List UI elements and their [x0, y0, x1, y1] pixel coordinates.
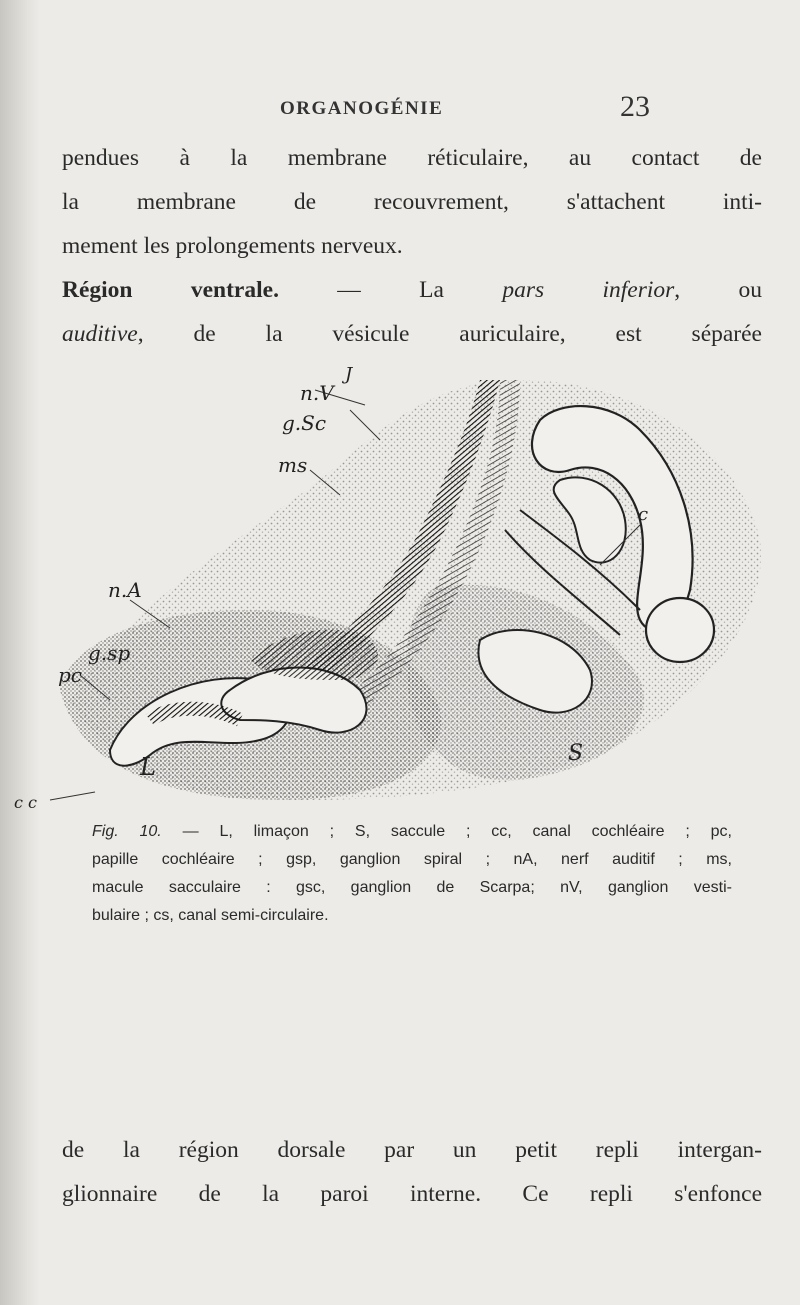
- caption-text: — L, limaçon ; S, saccule ; cc, canal cochléaire ; pc,: [161, 823, 733, 840]
- caption-line: [92, 818, 732, 846]
- section-heading: Région ventrale.: [62, 277, 279, 303]
- paragraph-top: [62, 136, 762, 356]
- page-number: 23: [620, 90, 650, 123]
- paragraph-bottom: [62, 1128, 762, 1216]
- label-nA: n.A: [108, 578, 142, 602]
- label-gsp: g.sp: [88, 641, 131, 665]
- text-line: [62, 312, 762, 356]
- label-gSc: g.Sc: [282, 411, 327, 435]
- text-line: [62, 268, 762, 312]
- figure-number: Fig. 10.: [92, 823, 162, 840]
- text-fragment: , ou: [674, 277, 762, 303]
- text-line: glionnaire de la paroi interne. Ce repli s'enfonce: [62, 1181, 762, 1207]
- running-head: ORGANOGÉNIE: [280, 98, 444, 119]
- leader-line: [350, 410, 380, 440]
- label-ms: ms: [278, 453, 308, 477]
- label-nV: n.V: [300, 381, 334, 405]
- leader-line: [50, 792, 95, 800]
- text-line: la membrane de recouvrement, s'attachent inti-: [62, 189, 762, 215]
- page-header: [280, 92, 650, 128]
- italic-term: auditive: [62, 321, 138, 347]
- caption-line: papille cochléaire ; gsp, ganglion spiral ; nA, nerf auditif ; ms,: [92, 851, 732, 868]
- inner-ear-illustration: [0, 360, 800, 810]
- label-cc: c c: [14, 793, 38, 810]
- latin-term: pars inferior: [502, 277, 675, 303]
- label-S: S: [568, 741, 584, 766]
- text-fragment: — La: [278, 277, 503, 303]
- text-line: de la région dorsale par un petit repli intergan-: [62, 1137, 762, 1163]
- caption-line: macule sacculaire : gsc, ganglion de Scarpa; nV, ganglion vesti-: [92, 879, 732, 896]
- canal-ampulla: [646, 598, 714, 662]
- label-c: c: [638, 504, 649, 525]
- anatomical-figure: [0, 360, 800, 810]
- text-line: mement les prolongements nerveux.: [62, 233, 403, 259]
- text-fragment: , de la vésicule auriculaire, est séparée: [137, 321, 762, 347]
- caption-line: bulaire ; cs, canal semi-circulaire.: [92, 907, 329, 924]
- label-pc: pc: [58, 663, 83, 687]
- label-L: L: [140, 753, 156, 781]
- label-j: J: [345, 364, 353, 385]
- figure-caption: [92, 818, 732, 930]
- text-line: pendues à la membrane réticulaire, au contact de: [62, 145, 762, 171]
